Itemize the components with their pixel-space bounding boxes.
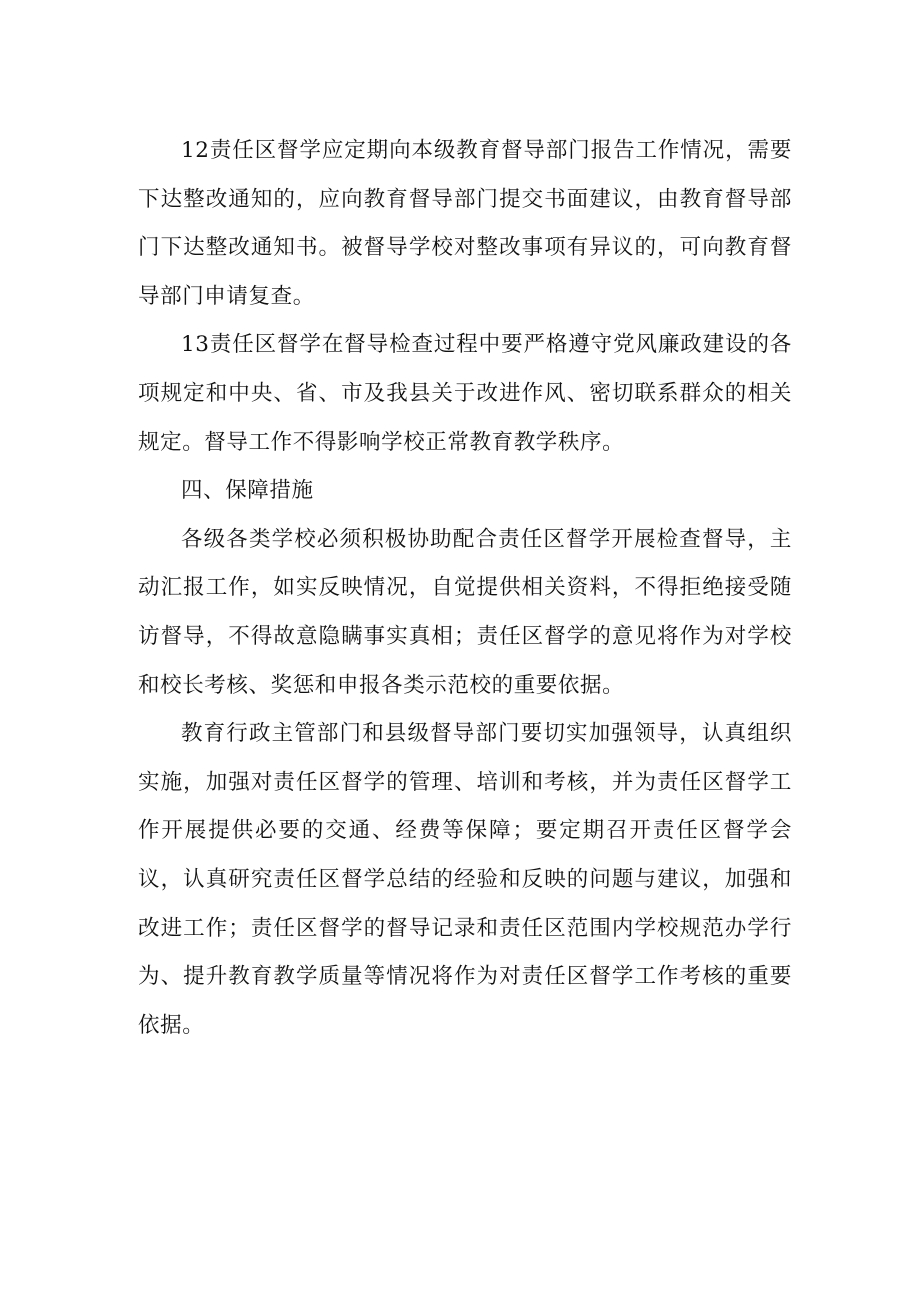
document-body [138,127,792,1050]
paragraph-integrity-rules: 13责任区督学在督导检查过程中要严格遵守党风廉政建设的各项规定和中央、省、市及我县关于改进作风、密切联系群众的相关规定。督导工作不得影响学校正常教育教学秩序。 [138,332,792,455]
paragraph-leadership-support: 教育行政主管部门和县级督导部门要切实加强领导，认真组织实施，加强对责任区督学的管理、培训和考核，并为责任区督学工作开展提供必要的交通、经费等保障；要定期召开责任区督学会议，认真研究责任区督学总结的经验和反映的问题与建议，加强和改进工作；责任区督学的督导记录和责任区范围内学校规范办学行为、提升教育教学质量等情况将作为对责任区督学工作考核的重要依据。 [138,721,792,1038]
paragraph-school-cooperation: 各级各类学校必须积极协助配合责任区督学开展检查督导，主动汇报工作，如实反映情况，自觉提供相关资料，不得拒绝接受随访督导，不得故意隐瞒事实真相；责任区督学的意见将作为对学校和校长考核、奖惩和申报各类示范校的重要依据。 [138,526,792,698]
paragraph-report-requirement: 12责任区督学应定期向本级教育督导部门报告工作情况，需要下达整改通知的，应向教育督导部门提交书面建议，由教育督导部门下达整改通知书。被督导学校对整改事项有异议的，可向教育督导部门申请复查。 [138,138,792,309]
section-heading-safeguards: 四、保障措施 [181,478,314,504]
